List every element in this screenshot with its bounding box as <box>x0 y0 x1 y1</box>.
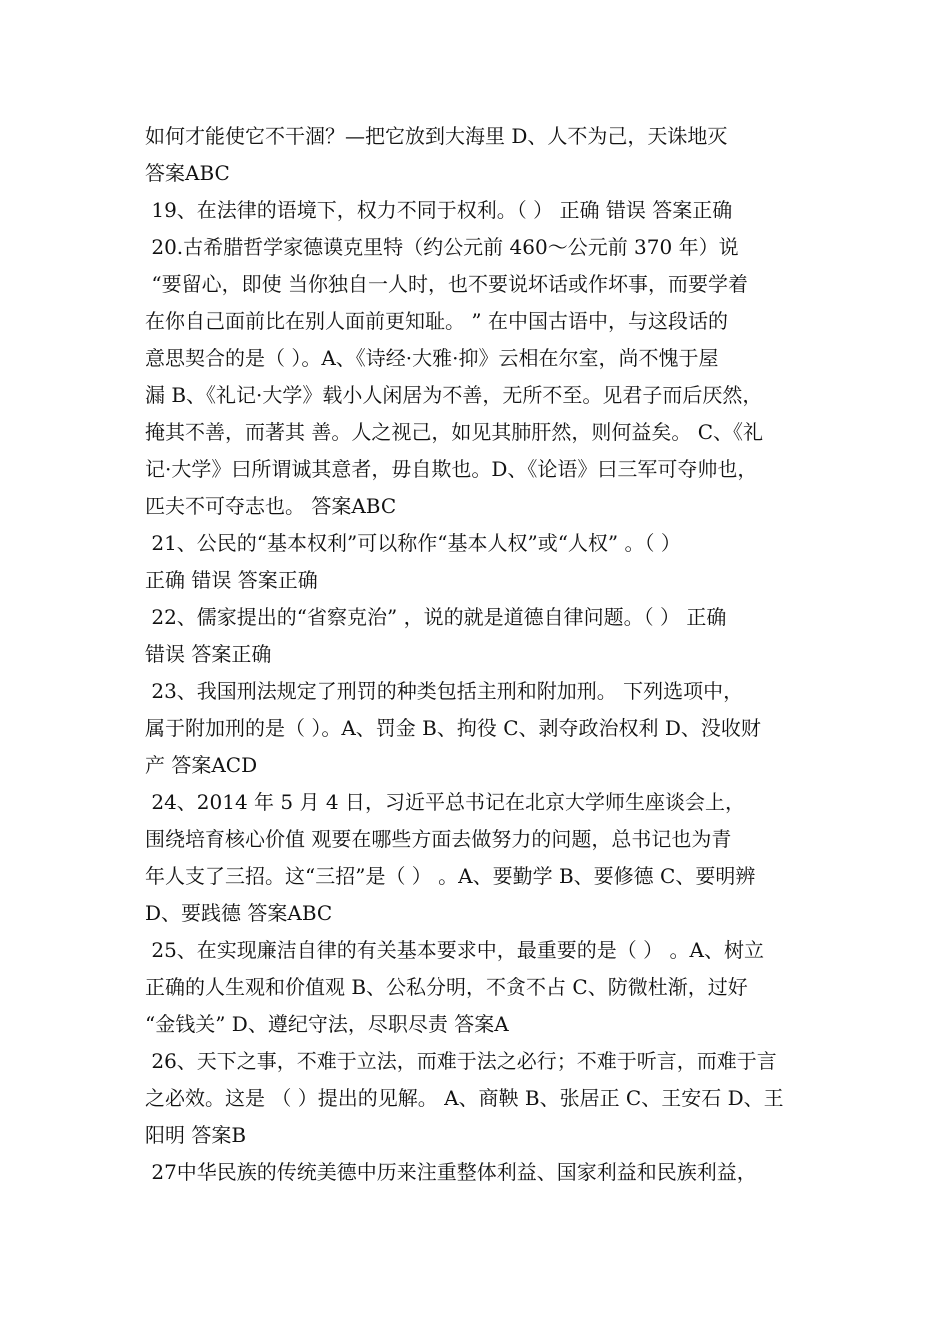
text-line: 漏 B、《礼记·大学》载小人闲居为不善，无所不至。见君子而后厌然， <box>145 383 763 407</box>
text-line: 正确的人生观和价值观 B、公私分明，不贪不占 C、防微杜渐，过好 <box>145 975 748 999</box>
text-line: 匹夫不可夺志也。 答案ABC <box>145 494 397 518</box>
text-line: 22、儒家提出的“省察克治” ，说的就是道德自律问题。（ ） 正确 <box>145 605 727 629</box>
text-line: 20.古希腊哲学家德谟克里特（约公元前 460～公元前 370 年）说 <box>145 235 739 259</box>
document-body <box>145 118 825 1191</box>
text-line: 在你自己面前比在别人面前更知耻。 ” 在中国古语中，与这段话的 <box>145 309 728 333</box>
text-line: “要留心，即使 当你独自一人时，也不要说坏话或作坏事，而要学着 <box>145 272 748 296</box>
text-line: 19、在法律的语境下，权力不同于权利。（ ） 正确 错误 答案正确 <box>145 198 733 222</box>
text-line: 产 答案ACD <box>145 753 258 777</box>
text-line: 之必效。这是 （ ）提出的见解。 A、商鞅 B、张居正 C、王安石 D、王 <box>145 1086 784 1110</box>
text-line: 25、在实现廉洁自律的有关基本要求中，最重要的是（ ） 。A、树立 <box>145 938 764 962</box>
text-line: 属于附加刑的是（ ）。A、罚金 B、拘役 C、剥夺政治权利 D、没收财 <box>145 716 761 740</box>
text-line: D、要践德 答案ABC <box>145 901 333 925</box>
text-line: 阳明 答案B <box>145 1123 247 1147</box>
text-line: 27中华民族的传统美德中历来注重整体利益、国家利益和民族利益， <box>145 1160 757 1184</box>
text-line: “金钱关” D、遵纪守法，尽职尽责 答案A <box>145 1012 509 1036</box>
text-line: 年人支了三招。这“三招”是（ ） 。A、要勤学 B、要修德 C、要明辨 <box>145 864 756 888</box>
text-line: 答案ABC <box>145 161 230 185</box>
text-line: 正确 错误 答案正确 <box>145 568 318 592</box>
text-line: 23、我国刑法规定了刑罚的种类包括主刑和附加刑。 下列选项中， <box>145 679 744 703</box>
text-line: 记·大学》曰所谓诚其意者，毋自欺也。D、《论语》曰三军可夺帅也， <box>145 457 758 481</box>
text-line: 21、公民的“基本权利”可以称作“基本人权”或“人权” 。（ ） <box>145 531 681 555</box>
text-line: 意思契合的是（ ）。A、《诗经·大雅·抑》云相在尔室，尚不愧于屋 <box>145 346 719 370</box>
text-line: 掩其不善，而著其 善。人之视己，如见其肺肝然，则何益矣。 C、《礼 <box>145 420 764 444</box>
text-line: 24、2014 年 5 月 4 日，习近平总书记在北京大学师生座谈会上， <box>145 790 745 814</box>
text-line: 26、天下之事，不难于立法，而难于法之必行；不难于听言，而难于言 <box>145 1049 777 1073</box>
text-line: 错误 答案正确 <box>145 642 272 666</box>
text-line: 如何才能使它不干涸？—把它放到大海里 D、人不为己，天诛地灭 <box>145 124 728 148</box>
text-line: 围绕培育核心价值 观要在哪些方面去做努力的问题，总书记也为青 <box>145 827 732 851</box>
